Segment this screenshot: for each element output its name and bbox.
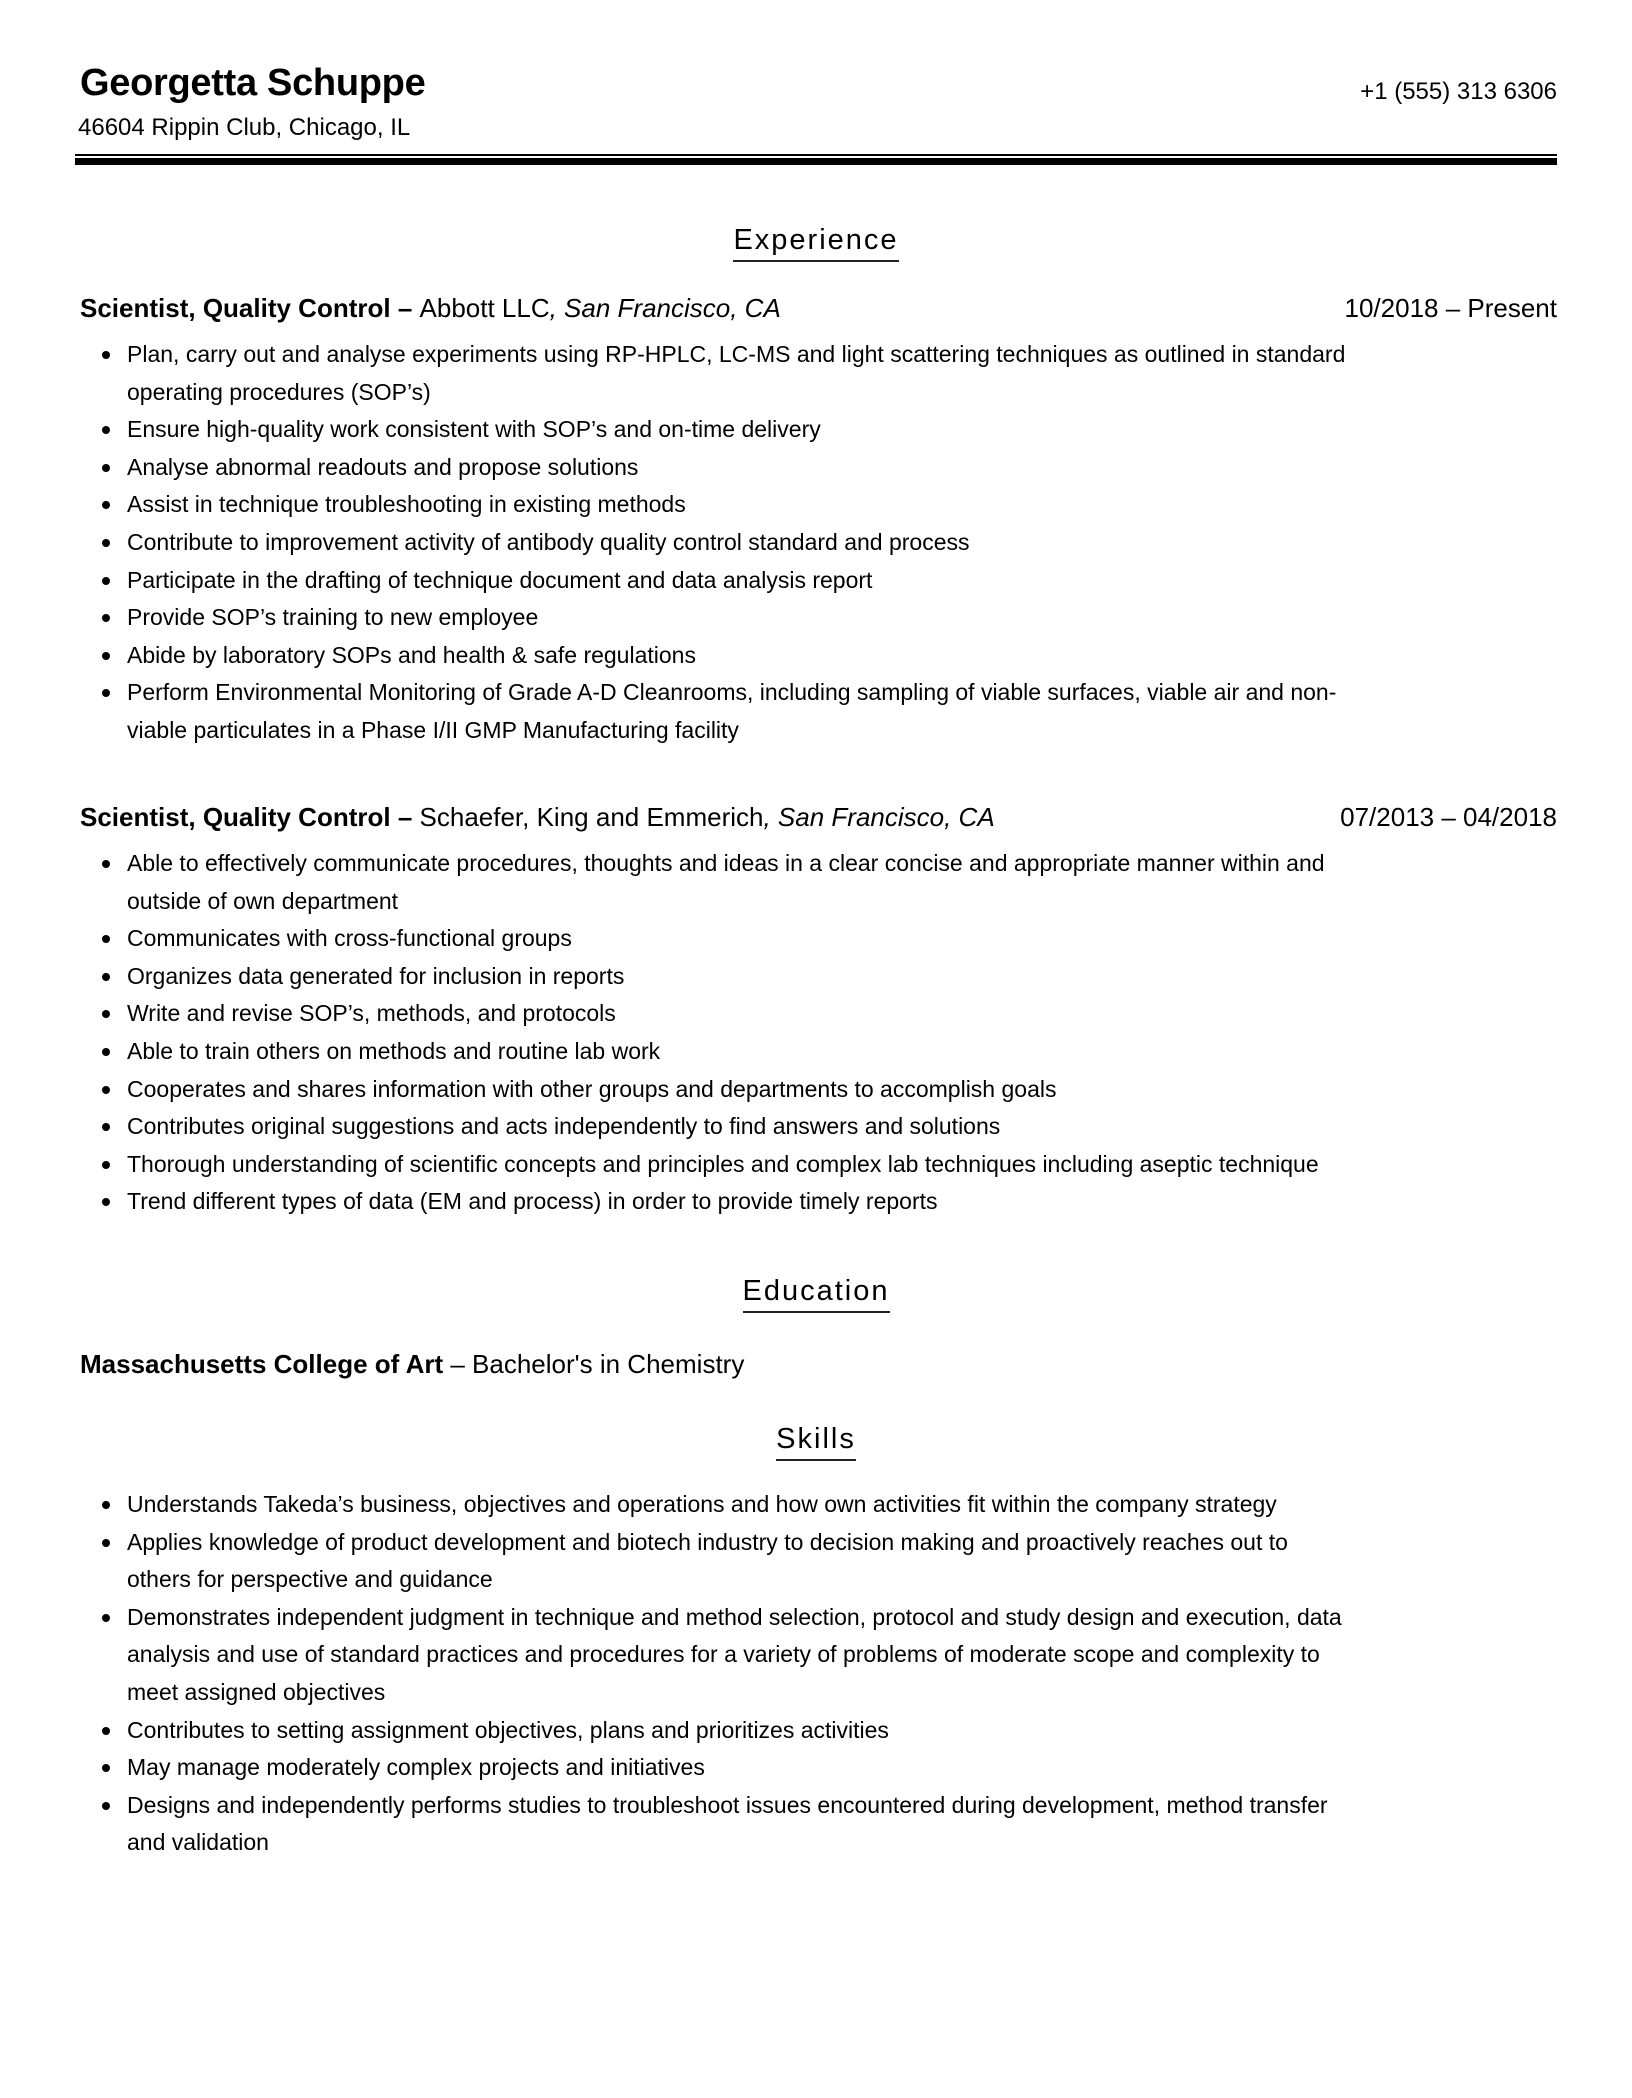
bullet-icon (102, 689, 110, 697)
bullet-icon (102, 501, 110, 509)
bullet-icon (102, 1010, 110, 1018)
bullet-item (0, 524, 1345, 562)
bullet-item (0, 1712, 1342, 1750)
education-heading (0, 1275, 1632, 1313)
skills-heading (0, 1423, 1632, 1461)
bullet-text: Abide by laboratory SOPs and health & safe regulations (127, 641, 696, 668)
bullet-text: Write and revise SOP’s, methods, and protocols (127, 1000, 616, 1027)
bullet-icon (102, 860, 110, 868)
bullet-icon (102, 1198, 110, 1206)
bullet-icon (102, 1501, 110, 1509)
bullet-item (0, 449, 1345, 487)
bullet-text: Plan, carry out and analyse experiments using RP-HPLC, LC-MS and light scattering techniques as outlined in standard (127, 341, 1346, 367)
bullet-icon (102, 539, 110, 547)
job-header (80, 293, 781, 324)
bullet-item (0, 1749, 1342, 1787)
job-location: , San Francisco, CA (763, 802, 995, 832)
bullet-text: others for perspective and guidance (127, 1566, 493, 1593)
experience-heading-text: Experience (733, 225, 898, 262)
bullet-text: Organizes data generated for inclusion in reports (127, 962, 625, 989)
skills-heading-text: Skills (776, 1424, 856, 1461)
bullet-icon (102, 1123, 110, 1131)
bullet-text: and validation (127, 1829, 269, 1856)
bullet-item (0, 995, 1325, 1033)
bullet-icon (102, 1727, 110, 1735)
bullet-text: Participate in the drafting of technique document and data analysis report (127, 566, 873, 593)
bullet-icon (102, 464, 110, 472)
phone-number: +1 (555) 313 6306 (1360, 78, 1557, 105)
bullet-item (0, 1787, 1342, 1862)
bullet-text: Ensure high-quality work consistent with SOP’s and on-time delivery (127, 416, 821, 443)
bullet-text: Applies knowledge of product development and biotech industry to decision making and proactively reaches out to (127, 1528, 1288, 1555)
bullet-item (0, 958, 1325, 996)
bullet-item (0, 674, 1345, 749)
bullet-icon (102, 577, 110, 585)
bullet-text: Communicates with cross-functional groups (127, 925, 572, 952)
bullet-icon (102, 935, 110, 943)
bullet-text: May manage moderately complex projects and initiatives (127, 1754, 705, 1781)
candidate-name: Georgetta Schuppe (80, 62, 426, 104)
bullet-icon (102, 1161, 110, 1169)
bullet-item (0, 1524, 1342, 1599)
bullet-item (0, 562, 1345, 600)
bullet-text: Provide SOP’s training to new employee (127, 604, 539, 631)
job-company: Abbott LLC (419, 293, 550, 323)
bullet-icon (102, 1086, 110, 1094)
bullet-text: Assist in technique troubleshooting in existing methods (127, 491, 686, 518)
experience-heading (0, 224, 1632, 262)
school-name: Massachusetts College of Art (80, 1349, 444, 1379)
bullet-text: Able to effectively communicate procedures, thoughts and ideas in a clear concise and appropriate manner within and (127, 850, 1325, 876)
bullet-item (0, 1033, 1325, 1071)
bullet-text: analysis and use of standard practices and procedures for a variety of problems of moderate scope and complexity to (127, 1641, 1320, 1668)
bullet-item (0, 1071, 1325, 1109)
job-title: Scientist, Quality Control (80, 802, 391, 832)
bullet-text: Contributes to setting assignment objectives, plans and prioritizes activities (127, 1716, 889, 1743)
bullet-text: Demonstrates independent judgment in technique and method selection, protocol and study design and execution, data (127, 1603, 1342, 1630)
education-entry (80, 1349, 744, 1380)
job-separator: – (390, 293, 420, 323)
bullet-item (0, 1486, 1342, 1524)
job-company: Schaefer, King and Emmerich (419, 802, 764, 832)
bullet-text: viable particulates in a Phase I/II GMP Manufacturing facility (127, 716, 739, 743)
job-bullets (0, 845, 1325, 1221)
education-separator: – (443, 1349, 473, 1379)
bullet-icon (102, 1614, 110, 1622)
bullet-text: Trend different types of data (EM and process) in order to provide timely reports (127, 1188, 938, 1215)
header-divider-thick (75, 158, 1557, 165)
bullet-item (0, 411, 1345, 449)
job-header (80, 802, 995, 833)
bullet-icon (102, 973, 110, 981)
job-dates: 07/2013 – 04/2018 (1340, 802, 1557, 832)
job-dates: 10/2018 – Present (1344, 293, 1557, 323)
bullet-icon (102, 1048, 110, 1056)
bullet-item (0, 1599, 1342, 1712)
bullet-item (0, 637, 1345, 675)
job-separator: – (390, 802, 420, 832)
bullet-text: Analyse abnormal readouts and propose solutions (127, 453, 639, 480)
bullet-text: Contribute to improvement activity of antibody quality control standard and process (127, 528, 970, 555)
bullet-text: Contributes original suggestions and acts independently to find answers and solutions (127, 1113, 1001, 1140)
job-location: , San Francisco, CA (549, 293, 781, 323)
bullet-text: Understands Takeda’s business, objectives and operations and how own activities fit within the company strategy (127, 1491, 1277, 1517)
bullet-item (0, 1183, 1325, 1221)
bullet-item (0, 599, 1345, 637)
bullet-text: Perform Environmental Monitoring of Grade A-D Cleanrooms, including sampling of viable surfaces, viable air and non- (127, 679, 1337, 706)
bullet-icon (102, 614, 110, 622)
bullet-text: Cooperates and shares information with other groups and departments to accomplish goals (127, 1075, 1057, 1102)
bullet-item (0, 920, 1325, 958)
bullet-text: Designs and independently performs studies to troubleshoot issues encountered during development, method transfer (127, 1791, 1328, 1818)
bullet-icon (102, 1539, 110, 1547)
bullet-icon (102, 1764, 110, 1772)
bullet-text: operating procedures (SOP’s) (127, 378, 431, 405)
address: 46604 Rippin Club, Chicago, IL (78, 114, 411, 141)
bullet-item (0, 1108, 1325, 1146)
bullet-item (0, 1146, 1325, 1184)
bullet-text: Thorough understanding of scientific concepts and principles and complex lab techniques including aseptic technique (127, 1150, 1319, 1177)
bullet-item (0, 486, 1345, 524)
degree: Bachelor's in Chemistry (472, 1349, 745, 1379)
bullet-text: meet assigned objectives (127, 1678, 386, 1705)
bullet-icon (102, 652, 110, 660)
header-divider-thin (75, 154, 1557, 156)
bullet-text: Able to train others on methods and routine lab work (127, 1037, 661, 1064)
bullet-text: outside of own department (127, 887, 399, 914)
bullet-icon (102, 426, 110, 434)
bullet-item (0, 336, 1345, 411)
bullet-icon (102, 1802, 110, 1810)
bullet-icon (102, 351, 110, 359)
skills-bullets (0, 1486, 1342, 1862)
job-bullets (0, 336, 1345, 750)
bullet-item (0, 845, 1325, 920)
job-title: Scientist, Quality Control (80, 293, 391, 323)
education-heading-text: Education (743, 1276, 890, 1313)
